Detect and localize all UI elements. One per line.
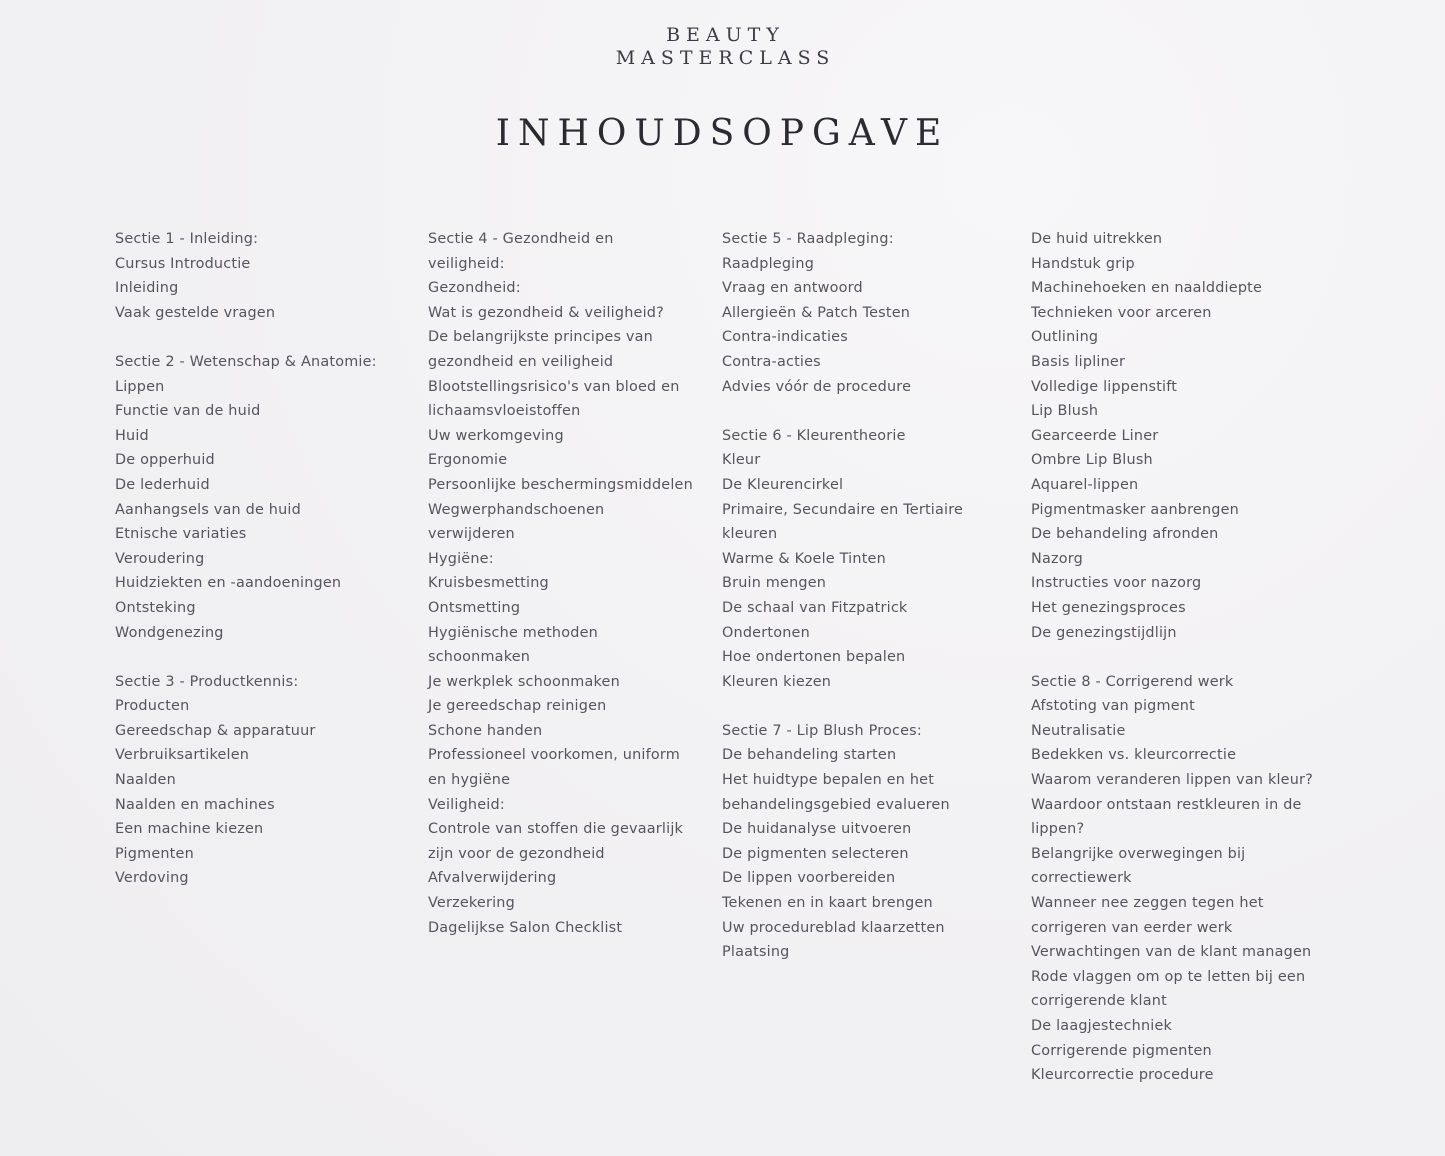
toc-section: [115, 227, 415, 325]
toc-entry: Blootstellingsrisico's van bloed en: [428, 378, 680, 395]
toc-entry: Lippen: [115, 378, 165, 395]
toc-entry: Ondertonen: [722, 624, 810, 641]
toc-entry: Raadpleging: [722, 255, 815, 272]
toc-entry: Functie van de huid: [115, 403, 261, 420]
toc-entry: De pigmenten selecteren: [722, 845, 909, 862]
toc-entry: Afstoting van pigment: [1031, 698, 1195, 715]
brand-line-1: BEAUTY: [666, 24, 785, 46]
toc-entry: Sectie 2 - Wetenschap & Anatomie:: [115, 353, 377, 370]
toc-entry: Verbruiksartikelen: [115, 747, 250, 764]
toc-entry: Belangrijke overwegingen bij: [1031, 845, 1246, 862]
toc-entry: De opperhuid: [115, 452, 215, 469]
toc-entry: Professioneel voorkomen, uniform: [428, 747, 680, 764]
toc-entry: Kleuren kiezen: [722, 673, 832, 690]
toc-entry: en hygiëne: [428, 772, 511, 789]
toc-section: [722, 424, 1022, 695]
toc-entry: Sectie 4 - Gezondheid en: [428, 231, 614, 247]
toc-entry: verwijderen: [428, 526, 515, 543]
toc-entry: Aquarel-lippen: [1031, 476, 1139, 493]
toc-entry: Gezondheid:: [428, 280, 521, 297]
toc-entry: De genezingstijdlijn: [1031, 624, 1177, 641]
toc-entry: Verdoving: [115, 870, 189, 887]
toc-entry: veiligheid:: [428, 255, 505, 272]
toc-entry: Sectie 7 - Lip Blush Proces:: [722, 722, 922, 739]
toc-entry: Ontsteking: [115, 599, 196, 616]
toc-entry: Nazorg: [1031, 550, 1083, 567]
toc-entry: Plaatsing: [722, 944, 790, 961]
toc-entry: Gereedschap & apparatuur: [115, 722, 316, 739]
toc-entry: Waarom veranderen lippen van kleur?: [1031, 772, 1314, 789]
toc-entry: Sectie 8 - Corrigerend werk: [1031, 673, 1234, 690]
toc-entry: Ergonomie: [428, 452, 508, 469]
toc-entry: Uw procedureblad klaarzetten: [722, 919, 945, 936]
toc-entry: Afvalverwijdering: [428, 870, 557, 887]
toc-entry: Veiligheid:: [428, 796, 505, 813]
brand-line-2: MASTERCLASS: [615, 47, 836, 69]
toc-entry: De behandeling starten: [722, 747, 897, 764]
toc-entry: Persoonlijke beschermingsmiddelen: [428, 476, 693, 493]
toc-entry: corrigeren van eerder werk: [1031, 919, 1233, 936]
toc-entry: Corrigerende pigmenten: [1031, 1042, 1212, 1059]
toc-entry: Waardoor ontstaan restkleuren in de: [1031, 796, 1302, 813]
toc-column-1: [115, 227, 415, 916]
toc-entry: zijn voor de gezondheid: [428, 845, 605, 862]
toc-entry: Advies vóór de procedure: [722, 378, 912, 395]
toc-entry: De lippen voorbereiden: [722, 870, 896, 887]
toc-entry: Aanhangsels van de huid: [115, 501, 301, 518]
toc-entry: Uw werkomgeving: [428, 427, 564, 444]
toc-entry: Etnische variaties: [115, 526, 247, 543]
toc-entry: Pigmentmasker aanbrengen: [1031, 501, 1240, 518]
toc-entry: Schone handen: [428, 722, 543, 739]
toc-entry: Vaak gestelde vragen: [115, 304, 276, 321]
toc-entry: Machinehoeken en naalddiepte: [1031, 280, 1263, 297]
toc-entry: Allergieën & Patch Testen: [722, 304, 911, 321]
toc-entry: Sectie 6 - Kleurentheorie: [722, 427, 906, 444]
toc-entry: Kleurcorrectie procedure: [1031, 1067, 1214, 1084]
toc-section: [722, 227, 1022, 399]
toc-entry: Sectie 5 - Raadpleging:: [722, 231, 894, 247]
toc-entry: Controle van stoffen die gevaarlijk: [428, 821, 684, 838]
toc-entry: Het huidtype bepalen en het: [722, 772, 935, 789]
toc-entry: gezondheid en veiligheid: [428, 353, 614, 370]
toc-entry: Naalden en machines: [115, 796, 275, 813]
toc-entry: Sectie 3 - Productkennis:: [115, 673, 299, 690]
toc-entry: lippen?: [1031, 821, 1085, 838]
toc-entry: corrigerende klant: [1031, 993, 1167, 1010]
toc-column-4: [1031, 227, 1331, 1112]
toc-entry: Basis lipliner: [1031, 353, 1126, 370]
toc-entry: Warme & Koele Tinten: [722, 550, 886, 567]
toc-column-3: [722, 227, 1022, 989]
toc-entry: Inleiding: [115, 280, 179, 297]
toc-entry: Veroudering: [115, 550, 205, 567]
toc-entry: Wat is gezondheid & veiligheid?: [428, 304, 664, 321]
toc-entry: De huid uitrekken: [1031, 231, 1163, 247]
toc-entry: Bedekken vs. kleurcorrectie: [1031, 747, 1237, 764]
toc-entry: De laagjestechniek: [1031, 1018, 1173, 1034]
toc-entry: behandelingsgebied evalueren: [722, 796, 950, 813]
toc-entry: Primaire, Secundaire en Tertiaire: [722, 501, 964, 518]
toc-entry: Je werkplek schoonmaken: [428, 673, 620, 690]
toc-entry: Ombre Lip Blush: [1031, 452, 1153, 469]
toc-entry: Producten: [115, 698, 190, 715]
toc-entry: Kleur: [722, 452, 761, 469]
toc-entry: Outlining: [1031, 329, 1099, 346]
page-title: INHOUDSOPGAVE: [495, 113, 950, 154]
toc-entry: Tekenen en in kaart brengen: [722, 895, 933, 912]
toc-section: [722, 719, 1022, 965]
toc-entry: Hygiënische methoden: [428, 624, 598, 641]
toc-entry: Verzekering: [428, 895, 515, 912]
toc-entry: Volledige lippenstift: [1031, 378, 1178, 395]
toc-entry: Wanneer nee zeggen tegen het: [1031, 895, 1264, 912]
toc-entry: Bruin mengen: [722, 575, 827, 592]
toc-entry: Contra-indicaties: [722, 329, 848, 346]
toc-entry: correctiewerk: [1031, 870, 1132, 887]
toc-entry: De schaal van Fitzpatrick: [722, 599, 908, 616]
toc-entry: De Kleurencirkel: [722, 476, 844, 493]
toc-section: [1031, 670, 1331, 1088]
toc-entry: Cursus Introductie: [115, 255, 251, 272]
toc-entry: Kruisbesmetting: [428, 575, 549, 592]
toc-entry: De huidanalyse uitvoeren: [722, 821, 912, 838]
toc-section: [428, 227, 713, 940]
toc-entry: Een machine kiezen: [115, 821, 264, 838]
toc-column-2: [428, 227, 713, 965]
toc-entry: Je gereedschap reinigen: [428, 698, 607, 715]
toc-section: [115, 350, 415, 645]
toc-entry: Neutralisatie: [1031, 722, 1126, 739]
toc-entry: Naalden: [115, 772, 176, 789]
toc-entry: Technieken voor arceren: [1031, 304, 1212, 321]
toc-section: [115, 670, 415, 891]
toc-entry: Instructies voor nazorg: [1031, 575, 1202, 592]
toc-entry: Vraag en antwoord: [722, 280, 863, 297]
toc-entry: Het genezingsproces: [1031, 599, 1186, 616]
brand-logo: [0, 24, 1445, 70]
toc-entry: kleuren: [722, 526, 778, 543]
toc-entry: lichaamsvloeistoffen: [428, 403, 581, 420]
toc-entry: Dagelijkse Salon Checklist: [428, 919, 623, 936]
toc-entry: Wegwerphandschoenen: [428, 501, 605, 518]
toc-entry: Gearceerde Liner: [1031, 427, 1159, 444]
toc-entry: schoonmaken: [428, 649, 531, 666]
toc-entry: Hoe ondertonen bepalen: [722, 649, 906, 666]
toc-section: [1031, 227, 1331, 645]
toc-entry: Lip Blush: [1031, 403, 1099, 420]
toc-entry: De behandeling afronden: [1031, 526, 1219, 543]
toc-entry: De belangrijkste principes van: [428, 329, 653, 346]
toc-entry: Huidziekten en -aandoeningen: [115, 575, 342, 592]
toc-entry: Ontsmetting: [428, 599, 521, 616]
toc-entry: Sectie 1 - Inleiding:: [115, 231, 259, 247]
toc-entry: De lederhuid: [115, 476, 210, 493]
toc-entry: Handstuk grip: [1031, 255, 1135, 272]
toc-entry: Rode vlaggen om op te letten bij een: [1031, 968, 1306, 985]
toc-entry: Contra-acties: [722, 353, 821, 370]
toc-entry: Verwachtingen van de klant managen: [1031, 944, 1312, 961]
toc-entry: Huid: [115, 427, 149, 444]
toc-entry: Wondgenezing: [115, 624, 224, 641]
toc-entry: Hygiëne:: [428, 550, 494, 567]
toc-entry: Pigmenten: [115, 845, 194, 862]
